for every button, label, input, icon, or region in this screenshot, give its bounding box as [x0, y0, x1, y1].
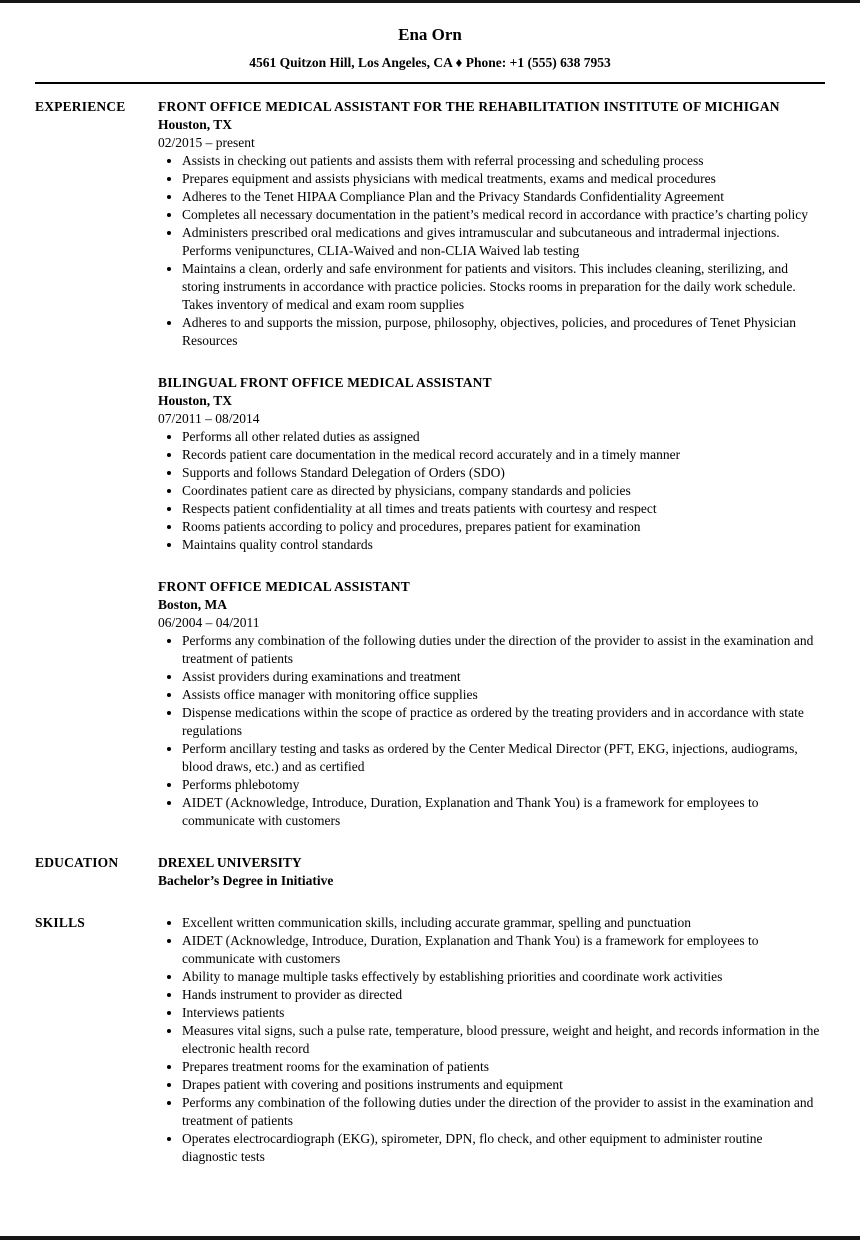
- bullet-item: • Administers prescribed oral medications and gives intramuscular and subcutaneous and intradermal injections. Performs venipunctures, CLIA-Waived and non-CLIA Waived lab testing: [182, 224, 820, 260]
- bullet-item: • Adheres to the Tenet HIPAA Compliance Plan and the Privacy Standards Confidentiality Agreement: [182, 188, 820, 206]
- bullet-item: • Adheres to and supports the mission, purpose, philosophy, objectives, policies, and procedures of Tenet Physician Resources: [182, 314, 820, 350]
- education-section-label: EDUCATION: [35, 855, 119, 870]
- resume-body: [0, 84, 860, 1176]
- job-location: Boston, MA: [158, 597, 228, 612]
- job-entry: [158, 98, 820, 350]
- jobs-container: [158, 98, 820, 830]
- bullet-item: • Measures vital signs, such a pulse rate, temperature, blood pressure, weight and height, and records information in the electronic health record: [182, 1022, 820, 1058]
- job-entry: [158, 374, 820, 554]
- resume-header: [0, 0, 860, 84]
- experience-section-label: EXPERIENCE: [35, 99, 126, 114]
- bullet-item: • Performs all other related duties as assigned: [182, 428, 820, 446]
- bullet-item: • Prepares treatment rooms for the examination of patients: [182, 1058, 820, 1076]
- bullet-item: • AIDET (Acknowledge, Introduce, Duration, Explanation and Thank You) is a framework for employees to communicate with customers: [182, 794, 820, 830]
- bullet-item: • Interviews patients: [182, 1004, 820, 1022]
- job-title: FRONT OFFICE MEDICAL ASSISTANT: [158, 579, 410, 594]
- bullet-item: • Prepares equipment and assists physicians with medical treatments, exams and medical procedures: [182, 170, 820, 188]
- skills-section: [35, 914, 820, 1166]
- job-location: Houston, TX: [158, 117, 233, 132]
- bullet-item: • Performs any combination of the following duties under the direction of the provider to assist in the examination and treatment of patients: [182, 1094, 820, 1130]
- skills-content: [158, 914, 820, 1166]
- page-bottom-border: [0, 1236, 860, 1240]
- bullet-item: • AIDET (Acknowledge, Introduce, Duration, Explanation and Thank You) is a framework for employees to communicate with customers: [182, 932, 820, 968]
- job-bullet-list: [158, 632, 820, 830]
- bullet-item: • Dispense medications within the scope of practice as ordered by the treating providers and in accordance with state regulations: [182, 704, 820, 740]
- bullet-item: • Assist providers during examinations and treatment: [182, 668, 820, 686]
- skills-list: [158, 914, 820, 1166]
- job-title: BILINGUAL FRONT OFFICE MEDICAL ASSISTANT: [158, 375, 492, 390]
- contact-line: 4561 Quitzon Hill, Los Angeles, CA ♦ Phone: +1 (555) 638 7953: [249, 55, 611, 70]
- bullet-item: • Drapes patient with covering and positions instruments and equipment: [182, 1076, 820, 1094]
- job-dates: 06/2004 – 04/2011: [158, 615, 260, 630]
- bullet-item: • Operates electrocardiograph (EKG), spirometer, DPN, flo check, and other equipment to administer routine diagnostic tests: [182, 1130, 820, 1166]
- education-section: [35, 854, 820, 890]
- bullet-item: • Maintains a clean, orderly and safe environment for patients and visitors. This includes cleaning, sterilizing, and storing instruments in accordance with practice policies. Stocks rooms in preparation for the daily work schedule. Takes inventory of medical and exam room supplies: [182, 260, 820, 314]
- experience-section: [35, 98, 820, 830]
- bullet-item: • Supports and follows Standard Delegation of Orders (SDO): [182, 464, 820, 482]
- bullet-item: • Assists in checking out patients and assists them with referral processing and scheduling process: [182, 152, 820, 170]
- job-title: FRONT OFFICE MEDICAL ASSISTANT FOR THE REHABILITATION INSTITUTE OF MICHIGAN: [158, 99, 780, 114]
- bullet-item: • Excellent written communication skills, including accurate grammar, spelling and punctuation: [182, 914, 820, 932]
- bullet-item: • Records patient care documentation in the medical record accurately and in a timely manner: [182, 446, 820, 464]
- bullet-item: • Rooms patients according to policy and procedures, prepares patient for examination: [182, 518, 820, 536]
- job-bullet-list: [158, 152, 820, 350]
- bullet-item: • Completes all necessary documentation in the patient’s medical record in accordance with practice’s charting policy: [182, 206, 820, 224]
- page-top-border: [0, 0, 860, 3]
- bullet-item: • Assists office manager with monitoring office supplies: [182, 686, 820, 704]
- bullet-item: • Performs any combination of the following duties under the direction of the provider to assist in the examination and treatment of patients: [182, 632, 820, 668]
- person-name: Ena Orn: [398, 25, 462, 44]
- bullet-item: • Respects patient confidentiality at all times and treats patients with courtesy and respect: [182, 500, 820, 518]
- education-content: [158, 854, 820, 890]
- education-degree: Bachelor’s Degree in Initiative: [158, 873, 334, 888]
- bullet-item: • Ability to manage multiple tasks effectively by establishing priorities and coordinate work activities: [182, 968, 820, 986]
- bullet-item: • Coordinates patient care as directed by physicians, company standards and policies: [182, 482, 820, 500]
- job-location: Houston, TX: [158, 393, 233, 408]
- job-dates: 02/2015 – present: [158, 135, 255, 150]
- bullet-item: • Maintains quality control standards: [182, 536, 820, 554]
- job-dates: 07/2011 – 08/2014: [158, 411, 260, 426]
- skills-section-label: SKILLS: [35, 915, 85, 930]
- education-school: DREXEL UNIVERSITY: [158, 855, 302, 870]
- job-bullet-list: [158, 428, 820, 554]
- bullet-item: • Perform ancillary testing and tasks as ordered by the Center Medical Director (PFT, EKG, injections, audiograms, blood draws, etc.) and as certified: [182, 740, 820, 776]
- bullet-item: • Performs phlebotomy: [182, 776, 820, 794]
- job-entry: [158, 578, 820, 830]
- bullet-item: • Hands instrument to provider as directed: [182, 986, 820, 1004]
